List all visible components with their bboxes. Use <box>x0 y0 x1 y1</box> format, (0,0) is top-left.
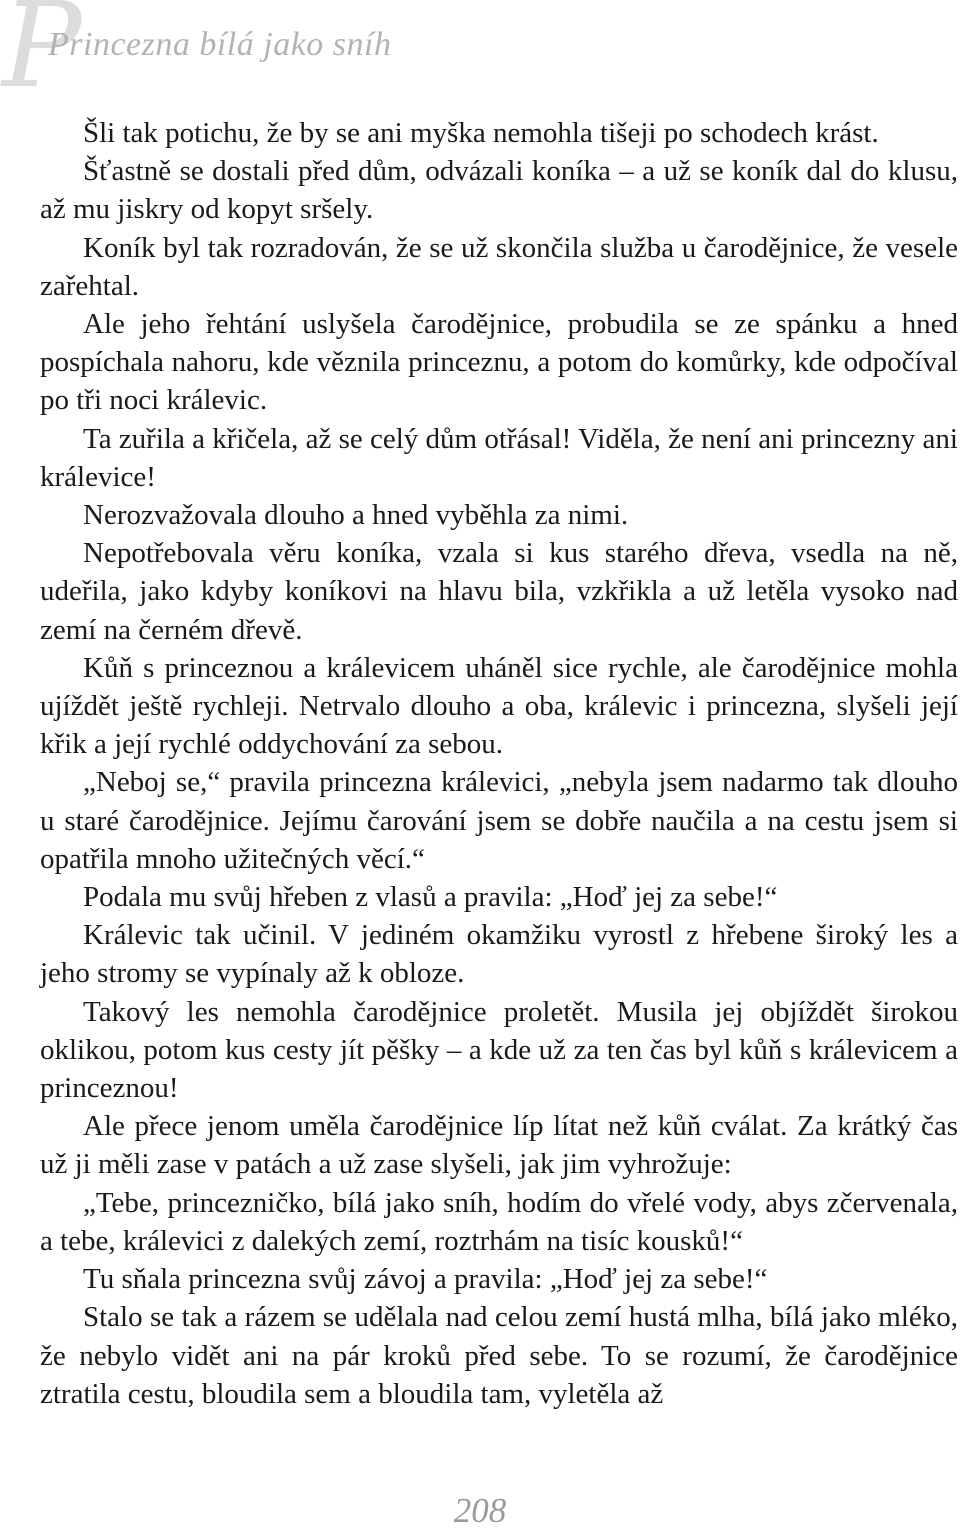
decorative-initial: P <box>2 0 82 114</box>
paragraph: Šťastně se dostali před dům, odvázali koníka – a už se koník dal do klusu, až mu jiskry od kopyt sršely. <box>40 155 958 226</box>
paragraph: Stalo se tak a rázem se udělala nad celou zemí hustá mlha, bílá jako mléko, že nebylo vidět ani na pár kroků před sebe. To se rozumí, že čarodějnice ztratila cestu, bloudila sem a bloudila tam, vyletěla až <box>40 1301 958 1410</box>
paragraph: Ale přece jenom uměla čarodějnice líp lítat než kůň cválat. Za krátký čas už ji měli zase v patách a už zase slyšeli, jak jim vyhrožuje: <box>40 1110 958 1181</box>
paragraph: Nepotřebovala věru koníka, vzala si kus starého dřeva, vsedla na ně, udeřila, jako kdyby koníkovi na hlavu bila, vzkřikla a už letěla vysoko nad zemí na černém dřevě. <box>40 537 958 646</box>
paragraph: Nerozvažovala dlouho a hned vyběhla za nimi. <box>83 499 629 532</box>
paragraph: Koník byl tak rozradován, že se už skončila služba u čarodějnice, že vesele zařehtal. <box>40 231 958 302</box>
page-number: 208 <box>453 1491 507 1530</box>
paragraph: Kůň s princeznou a králevicem uháněl sice rychle, ale čarodějnice mohla ujíždět ještě rychleji. Netrvalo dlouho a oba, králevic i princezna, slyšeli její křik a její rychlé oddychování za sebou. <box>40 651 958 761</box>
paragraph: „Neboj se,“ pravila princezna králevici, „nebyla jsem nadarmo tak dlouho u staré čarodějnice. Jejímu čarování jsem se dobře naučila a na cestu jsem si opatřila mnoho užitečných věcí.“ <box>40 766 958 875</box>
running-header <box>0 0 960 114</box>
body-text <box>40 114 958 1413</box>
paragraph: „Tebe, princezničko, bílá jako sníh, hodím do vřelé vody, abys zčervenala, a tebe, králevici z dalekých zemí, roztrhám na tisíc kousků!“ <box>40 1186 958 1257</box>
paragraph: Ale jeho řehtání uslyšela čarodějnice, probudila se ze spánku a hned pospíchala nahoru, kde věznila princeznu, a potom do komůrky, kde odpočíval po tři noci králevic. <box>40 308 958 417</box>
paragraph: Podala mu svůj hřeben z vlasů a pravila: „Hoď jej za sebe!“ <box>83 881 778 914</box>
paragraph: Ta zuřila a křičela, až se celý dům otřásal! Viděla, že není ani princezny ani králevice! <box>40 422 958 493</box>
paragraph: Králevic tak učinil. V jediném okamžiku vyrostl z hřebene široký les a jeho stromy se vypínaly až k obloze. <box>40 919 958 990</box>
paragraph: Takový les nemohla čarodějnice proletět. Musila jej objíždět širokou oklikou, potom kus cesty jít pěšky – a kde už za ten čas byl kůň s králevicem a princeznou! <box>40 995 958 1105</box>
paragraph: Šli tak potichu, že by se ani myška nemohla tišeji po schodech krást. <box>83 117 879 149</box>
paragraph: Tu sňala princezna svůj závoj a pravila: „Hoď jej za sebe!“ <box>83 1263 768 1296</box>
book-title: Princezna bílá jako sníh <box>48 26 392 63</box>
